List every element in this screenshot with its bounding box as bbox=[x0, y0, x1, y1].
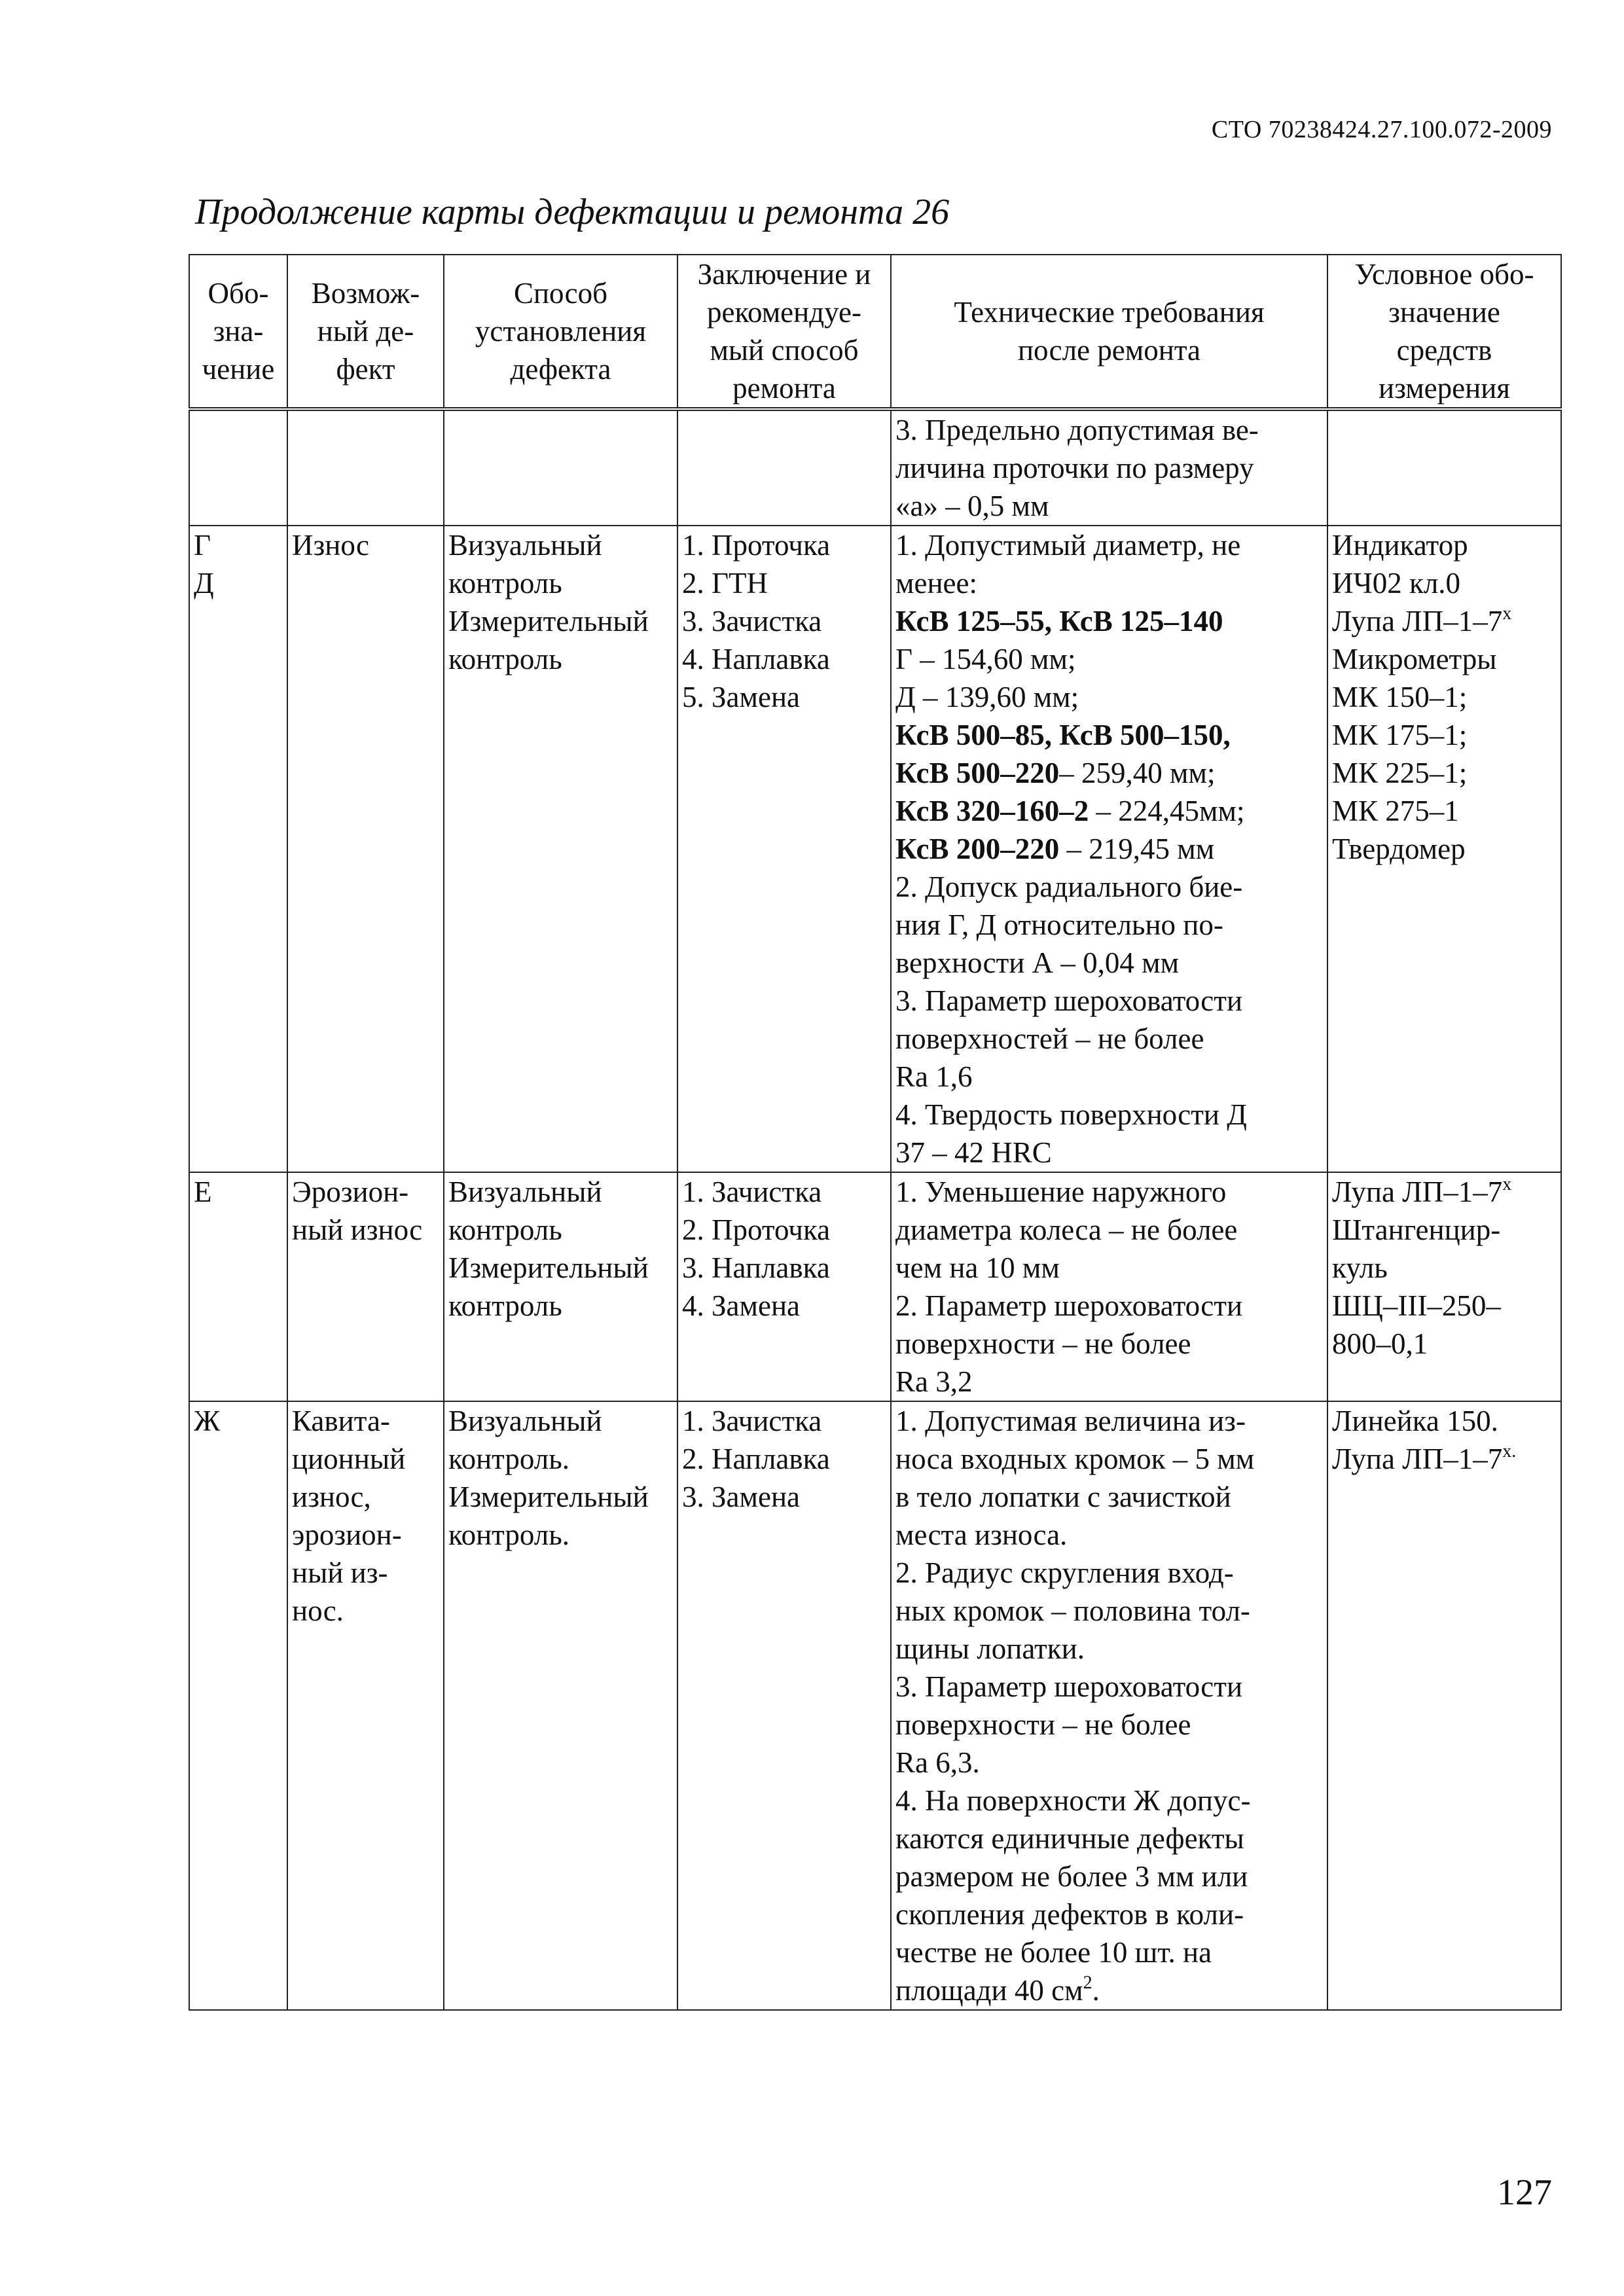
text-line: МК 175–1; bbox=[1332, 719, 1468, 751]
text-line: контроль bbox=[448, 1289, 562, 1322]
text-line-bold: КсВ 500–85, КсВ 500–150, bbox=[895, 719, 1231, 751]
text-line: 4. Наплавка bbox=[682, 643, 830, 675]
text: – 219,45 мм bbox=[1059, 833, 1215, 865]
cell-defect bbox=[287, 526, 444, 1172]
text-line: 2. Проточка bbox=[682, 1213, 831, 1246]
text-line bbox=[1332, 1173, 1557, 1211]
text-line: поверхностей – не более bbox=[895, 1022, 1204, 1055]
text-line: честве не более 10 шт. на bbox=[895, 1936, 1212, 1969]
text-line: 3. Параметр шероховатости bbox=[895, 1670, 1243, 1703]
cell-tools bbox=[1327, 1401, 1561, 2010]
text-line bbox=[895, 830, 1323, 868]
text-line: поверхности – не более bbox=[895, 1708, 1191, 1741]
text-line: Кавита- bbox=[292, 1405, 390, 1437]
text-line: менее: bbox=[895, 567, 977, 600]
text-line: Г – 154,60 мм; bbox=[895, 643, 1076, 675]
cell-designation bbox=[189, 1172, 287, 1401]
text-line: Д – 139,60 мм; bbox=[895, 681, 1079, 713]
text: . bbox=[1092, 1974, 1100, 2007]
text-line: диаметра колеса – не более bbox=[895, 1213, 1238, 1246]
cell-requirements bbox=[891, 526, 1327, 1172]
cell-tools bbox=[1327, 409, 1561, 526]
cell-defect bbox=[287, 1172, 444, 1401]
superscript: х bbox=[1502, 1174, 1512, 1194]
text-line: Визуальный bbox=[448, 1405, 602, 1437]
text-line: износ, bbox=[292, 1480, 371, 1513]
text-line: Визуальный bbox=[448, 1175, 602, 1208]
cell-repair bbox=[677, 409, 891, 526]
page-number: 127 bbox=[1497, 2172, 1552, 2213]
text-line: 1. Допустимая величина из- bbox=[895, 1405, 1246, 1437]
col-header-tools: Условное обо- значение средств измерения bbox=[1327, 255, 1561, 409]
cell-designation bbox=[189, 409, 287, 526]
text-line: Износ bbox=[292, 529, 369, 562]
text-line: в тело лопатки с зачисткой bbox=[895, 1480, 1231, 1513]
text-line: верхности А – 0,04 мм bbox=[895, 946, 1180, 979]
text-line: Микрометры bbox=[1332, 643, 1497, 675]
text-line: Эрозион- bbox=[292, 1175, 409, 1208]
text-line: чем на 10 мм bbox=[895, 1251, 1060, 1284]
text-line bbox=[1332, 1440, 1557, 1478]
text-line bbox=[895, 1971, 1323, 2009]
text-line: нос. bbox=[292, 1594, 344, 1627]
text-line: 2. ГТН bbox=[682, 567, 768, 600]
text-line: МК 275–1 bbox=[1332, 795, 1459, 827]
superscript: х. bbox=[1502, 1441, 1517, 1462]
text-line bbox=[1332, 602, 1557, 640]
text-line: 2. Допуск радиального бие- bbox=[895, 870, 1243, 903]
text-line: Г bbox=[194, 529, 211, 562]
text-line: ных кромок – половина тол- bbox=[895, 1594, 1250, 1627]
text-line: Ж bbox=[194, 1405, 221, 1437]
text-line: 3. Предельно допустимая ве- bbox=[895, 414, 1259, 446]
text-line: ИЧ02 кл.0 bbox=[1332, 567, 1461, 600]
text-line: ционный bbox=[292, 1443, 406, 1475]
text-line: 1. Уменьшение наружного bbox=[895, 1175, 1227, 1208]
text-line: ный износ bbox=[292, 1213, 423, 1246]
cell-repair bbox=[677, 526, 891, 1172]
text-line: Ra 1,6 bbox=[895, 1060, 973, 1093]
text-bold: КсВ 320–160–2 bbox=[895, 795, 1089, 827]
text-line bbox=[895, 754, 1323, 792]
cell-designation bbox=[189, 1401, 287, 2010]
superscript: х bbox=[1502, 603, 1512, 624]
text-line: Твердомер bbox=[1332, 833, 1466, 865]
text-line: 2. Параметр шероховатости bbox=[895, 1289, 1243, 1322]
text-bold: КсВ 500–220 bbox=[895, 757, 1060, 789]
text-line: 3. Замена bbox=[682, 1480, 801, 1513]
text-line: места износа. bbox=[895, 1518, 1068, 1551]
text-line: 4. На поверхности Ж допус- bbox=[895, 1784, 1251, 1817]
text-line: эрозион- bbox=[292, 1518, 402, 1551]
cell-method bbox=[444, 409, 677, 526]
text-line-bold: КсВ 125–55, КсВ 125–140 bbox=[895, 605, 1223, 637]
text-line: щины лопатки. bbox=[895, 1632, 1085, 1665]
text-line: МК 150–1; bbox=[1332, 681, 1468, 713]
cell-tools bbox=[1327, 1172, 1561, 1401]
text-line: куль bbox=[1332, 1251, 1388, 1284]
cell-repair bbox=[677, 1172, 891, 1401]
col-header-requirements: Технические требования после ремонта bbox=[891, 255, 1327, 409]
cell-method bbox=[444, 1172, 677, 1401]
text-line: 4. Замена bbox=[682, 1289, 801, 1322]
text-line: 1. Зачистка bbox=[682, 1175, 822, 1208]
text-line: Штангенцир- bbox=[1332, 1213, 1501, 1246]
text-line: поверхности – не более bbox=[895, 1327, 1191, 1360]
cell-defect bbox=[287, 1401, 444, 2010]
text-line: личина проточки по размеру bbox=[895, 452, 1254, 484]
text-line: 1. Проточка bbox=[682, 529, 831, 562]
table-header-row bbox=[189, 255, 1561, 409]
col-header-repair: Заключение и рекомендуе- мый способ ремонта bbox=[677, 255, 891, 409]
text: Лупа ЛП–1–7 bbox=[1332, 605, 1503, 637]
text-line: контроль bbox=[448, 567, 562, 600]
text-line: Измерительный bbox=[448, 1251, 649, 1284]
cell-requirements bbox=[891, 1172, 1327, 1401]
text: Лупа ЛП–1–7 bbox=[1332, 1175, 1503, 1208]
table-row bbox=[189, 526, 1561, 1172]
text-line: ный из- bbox=[292, 1556, 388, 1589]
text-line: носа входных кромок – 5 мм bbox=[895, 1443, 1255, 1475]
text-line: Линейка 150. bbox=[1332, 1405, 1498, 1437]
cell-requirements bbox=[891, 409, 1327, 526]
col-header-designation: Обо- зна- чение bbox=[189, 255, 287, 409]
text-line: Измерительный bbox=[448, 605, 649, 637]
text-line: скопления дефектов в коли- bbox=[895, 1898, 1244, 1931]
cell-requirements bbox=[891, 1401, 1327, 2010]
cell-defect bbox=[287, 409, 444, 526]
text-line: контроль. bbox=[448, 1518, 570, 1551]
text-line: Е bbox=[194, 1175, 212, 1208]
cell-tools bbox=[1327, 526, 1561, 1172]
text: – 224,45мм; bbox=[1089, 795, 1245, 827]
text-line: размером не более 3 мм или bbox=[895, 1860, 1248, 1893]
cell-method bbox=[444, 1401, 677, 2010]
text-line: 4. Твердость поверхности Д bbox=[895, 1098, 1247, 1131]
text-line: контроль bbox=[448, 643, 562, 675]
text-line: 37 – 42 HRC bbox=[895, 1136, 1052, 1169]
text-line: 2. Радиус скругления вход- bbox=[895, 1556, 1234, 1589]
text-line: 3. Зачистка bbox=[682, 605, 822, 637]
text-line: 2. Наплавка bbox=[682, 1443, 830, 1475]
document-code: СТО 70238424.27.100.072-2009 bbox=[1211, 116, 1552, 143]
text-line: «а» – 0,5 мм bbox=[895, 490, 1049, 522]
table-row bbox=[189, 1172, 1561, 1401]
defect-repair-table bbox=[189, 254, 1562, 2011]
table-row bbox=[189, 1401, 1561, 2010]
text-line: Визуальный bbox=[448, 529, 602, 562]
text-line: 800–0,1 bbox=[1332, 1327, 1428, 1360]
text-line: 1. Зачистка bbox=[682, 1405, 822, 1437]
cell-method bbox=[444, 526, 677, 1172]
text: Лупа ЛП–1–7 bbox=[1332, 1443, 1503, 1475]
text-line: 3. Параметр шероховатости bbox=[895, 984, 1243, 1017]
col-header-method: Способ установления дефекта bbox=[444, 255, 677, 409]
text: – 259,40 мм; bbox=[1059, 757, 1216, 789]
text-line: контроль. bbox=[448, 1443, 570, 1475]
table-caption: Продолжение карты дефектации и ремонта 26 bbox=[195, 192, 950, 232]
text-line: Измерительный bbox=[448, 1480, 649, 1513]
text-line: 5. Замена bbox=[682, 681, 801, 713]
text-line: Ra 3,2 bbox=[895, 1365, 973, 1398]
text-line: 1. Допустимый диаметр, не bbox=[895, 529, 1241, 562]
text-line: ШЦ–III–250– bbox=[1332, 1289, 1501, 1322]
text-line: 3. Наплавка bbox=[682, 1251, 830, 1284]
cell-designation bbox=[189, 526, 287, 1172]
text-line bbox=[895, 792, 1323, 830]
text-line: каются единичные дефекты bbox=[895, 1822, 1244, 1855]
text-line: Индикатор bbox=[1332, 529, 1468, 562]
text: площади 40 см bbox=[895, 1974, 1083, 2007]
text-line: МК 225–1; bbox=[1332, 757, 1468, 789]
table-row bbox=[189, 409, 1561, 526]
text-line: ния Г, Д относительно по- bbox=[895, 908, 1223, 941]
superscript: 2 bbox=[1083, 1973, 1092, 1993]
text-bold: КсВ 200–220 bbox=[895, 833, 1060, 865]
cell-repair bbox=[677, 1401, 891, 2010]
text-line: контроль bbox=[448, 1213, 562, 1246]
text-line: Д bbox=[194, 567, 214, 600]
text-line: Ra 6,3. bbox=[895, 1746, 980, 1779]
col-header-defect: Возмож- ный де- фект bbox=[287, 255, 444, 409]
